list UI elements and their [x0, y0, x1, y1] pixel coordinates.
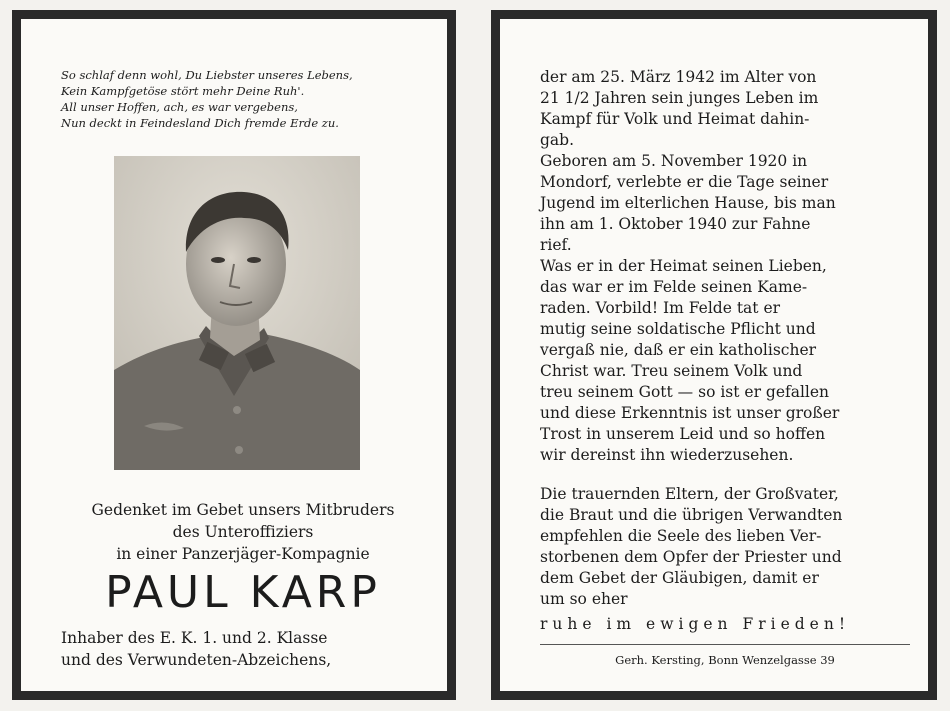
left-memorial-card: [12, 10, 456, 700]
divider-rule: [540, 644, 910, 645]
closing-blessing: ruhe im ewigen Frieden!: [540, 615, 851, 633]
biography-text: [540, 67, 910, 466]
memorial-line: Gedenket im Gebet unsers Mitbruders: [91, 501, 395, 519]
mourning-text: [540, 484, 910, 610]
bio-line: das war er im Felde seinen Kame-: [540, 278, 808, 296]
bio-line: raden. Vorbild! Im Felde tat er: [540, 299, 781, 317]
right-memorial-card: [491, 10, 937, 700]
poem-line: Kein Kampfgetöse stört mehr Deine Ruh'.: [61, 84, 305, 98]
bio-line: Christ war. Treu seinem Volk und: [540, 362, 803, 380]
bio-line: Trost in unserem Leid und so hoffen: [540, 425, 826, 443]
mourn-line: um so eher: [540, 590, 628, 608]
bio-line: rief.: [540, 236, 572, 254]
bio-line: Kampf für Volk und Heimat dahin-: [540, 110, 810, 128]
bio-line: vergaß nie, daß er ein katholischer: [540, 341, 817, 359]
printer-imprint: Gerh. Kersting, Bonn Wenzelgasse 39: [615, 653, 835, 667]
mourn-line: die Braut und die übrigen Verwandten: [540, 506, 843, 524]
bio-line: ihn am 1. Oktober 1940 zur Fahne: [540, 215, 811, 233]
award-text: [61, 627, 441, 671]
mourn-line: dem Gebet der Gläubigen, damit er: [540, 569, 819, 587]
poem-line: All unser Hoffen, ach, es war vergebens,: [61, 100, 298, 114]
bio-line: Mondorf, verlebte er die Tage seiner: [540, 173, 829, 191]
mourn-line: storbenen dem Opfer der Priester und: [540, 548, 842, 566]
bio-line: gab.: [540, 131, 575, 149]
bio-line: treu seinem Gott — so ist er gefallen: [540, 383, 830, 401]
poem-line: So schlaf denn wohl, Du Liebster unseres Lebens,: [61, 68, 353, 82]
award-line: und des Verwundeten-Abzeichens,: [61, 651, 332, 669]
memorial-line: des Unteroffiziers: [172, 523, 314, 541]
bio-line: Geboren am 5. November 1920 in: [540, 152, 808, 170]
left-card-inner: [21, 19, 447, 691]
memorial-text: [41, 499, 445, 565]
soldier-portrait-photo: [114, 156, 360, 470]
mourn-line: empfehlen die Seele des lieben Ver-: [540, 527, 822, 545]
portrait-illustration: [114, 156, 360, 470]
bio-line: Was er in der Heimat seinen Lieben,: [540, 257, 827, 275]
poem-line: Nun deckt in Feindesland Dich fremde Erde zu.: [61, 116, 339, 130]
bio-line: wir dereinst ihn wiederzusehen.: [540, 446, 794, 464]
right-card-inner: [500, 19, 928, 691]
poem: [61, 67, 411, 131]
bio-line: Jugend im elterlichen Hause, bis man: [540, 194, 836, 212]
deceased-name: PAUL KARP: [105, 567, 381, 618]
memorial-line: in einer Panzerjäger-Kompagnie: [116, 545, 370, 563]
mourn-line: Die trauernden Eltern, der Großvater,: [540, 485, 839, 503]
bio-line: 21 1/2 Jahren sein junges Leben im: [540, 89, 819, 107]
award-line: Inhaber des E. K. 1. und 2. Klasse: [61, 629, 328, 647]
bio-line: der am 25. März 1942 im Alter von: [540, 68, 817, 86]
bio-line: und diese Erkenntnis ist unser großer: [540, 404, 840, 422]
bio-line: mutig seine soldatische Pflicht und: [540, 320, 816, 338]
